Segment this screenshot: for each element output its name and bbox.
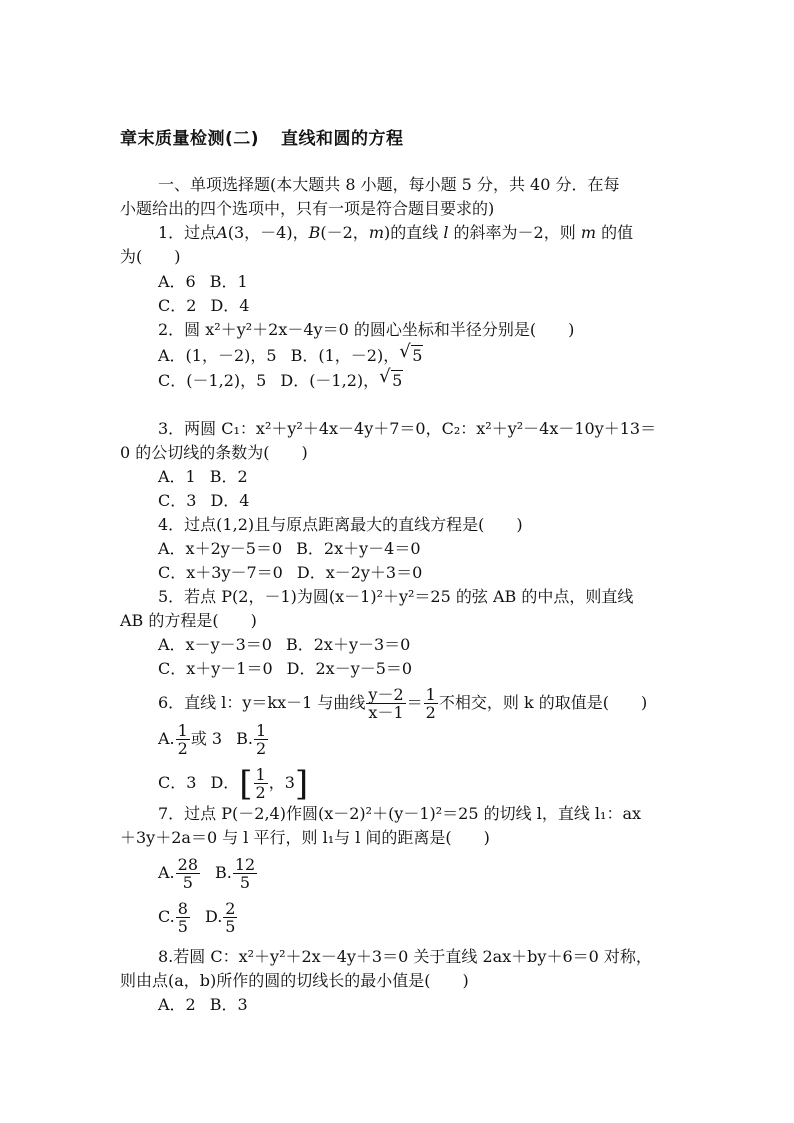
q6-fraction-curve bbox=[366, 686, 405, 721]
q6-option-b-num: 1 bbox=[255, 721, 267, 740]
left-bracket-icon: [ bbox=[239, 763, 253, 804]
section-header-line2: 小题给出的四个选项中，只有一项是符合题目要求的) bbox=[120, 199, 495, 218]
q6-option-b-den: 2 bbox=[255, 739, 267, 758]
q7-option-c[interactable] bbox=[158, 899, 191, 936]
q2-options-row1 bbox=[158, 341, 423, 367]
q6-option-b[interactable] bbox=[236, 721, 269, 758]
q3-option-c[interactable]: C．3 bbox=[158, 491, 197, 510]
q7-option-c-den: 5 bbox=[177, 917, 188, 936]
q1-options-row1 bbox=[158, 271, 248, 293]
q6-option-d-den: 2 bbox=[255, 783, 266, 802]
q1-text-f: 的值 bbox=[601, 223, 634, 242]
q1-options-row2 bbox=[158, 295, 249, 317]
right-bracket-icon: ] bbox=[294, 763, 309, 804]
q5-option-c[interactable]: C．x＋y－1＝0 bbox=[158, 659, 273, 678]
q4-option-d[interactable]: D．x－2y＋3＝0 bbox=[296, 563, 423, 582]
q5-option-d[interactable]: D．2x－y－5＝0 bbox=[286, 659, 413, 678]
q6-options-row2 bbox=[158, 763, 309, 804]
q1-option-d[interactable]: D．4 bbox=[210, 296, 250, 315]
q4-option-a[interactable]: A．x＋2y－5＝0 bbox=[158, 539, 283, 558]
q2-option-d-text: D．(－1,2)， bbox=[280, 371, 380, 390]
q6-option-d-num: 1 bbox=[255, 765, 266, 784]
q6-stem-b: 不相交，则 k 的取值是( ) bbox=[438, 693, 648, 712]
chapter-title-sub: 直线和圆的方程 bbox=[281, 129, 404, 149]
q1-option-c[interactable]: C．2 bbox=[158, 296, 197, 315]
q7-option-b-den: 5 bbox=[239, 873, 251, 892]
q4-options-row1 bbox=[158, 538, 421, 560]
chapter-title-main: 章末质量检测(二) bbox=[120, 129, 260, 149]
q8-stem-line2: 则由点(a，b)所作的圆的切线长的最小值是( ) bbox=[120, 971, 469, 990]
q1-text-d: )的直线 bbox=[383, 223, 439, 242]
q7-option-d-label: D. bbox=[204, 907, 223, 926]
q5-stem-line2: AB 的方程是( ) bbox=[120, 611, 257, 630]
q1-stem-line1: 1．过点A(3，－4)，B(－2，m)的直线 l 的斜率为－2，则 m 的值 bbox=[158, 223, 634, 242]
q1-text-c: (－2， bbox=[320, 223, 369, 242]
q6-option-a-num: 1 bbox=[177, 721, 188, 740]
q2-option-b[interactable] bbox=[290, 341, 424, 365]
q6-option-a-post: 或 3 bbox=[190, 729, 223, 748]
q6-option-c[interactable]: C．3 bbox=[158, 773, 197, 792]
q6-equals: ＝ bbox=[406, 693, 423, 712]
q6-option-d-post: ，3 bbox=[268, 773, 295, 792]
q2-option-c[interactable]: C．(－1,2)，5 bbox=[158, 371, 267, 390]
q3-option-a[interactable]: A．1 bbox=[158, 467, 196, 486]
q3-option-b[interactable]: B．2 bbox=[209, 467, 248, 486]
q1-stem-line2: 为( ) bbox=[120, 247, 181, 266]
q7-option-a-den: 5 bbox=[182, 873, 193, 892]
sqrt-symbol: √ 5 bbox=[399, 341, 423, 365]
q7-option-b[interactable] bbox=[215, 855, 258, 892]
q2-option-d[interactable] bbox=[280, 366, 403, 390]
q6-fraction-half bbox=[424, 686, 438, 721]
q4-option-c[interactable]: C．x＋3y－7＝0 bbox=[158, 563, 283, 582]
q5-options-row2 bbox=[158, 658, 412, 680]
q2-option-b-radicand: 5 bbox=[412, 346, 423, 365]
q1-option-b[interactable]: B．1 bbox=[209, 272, 248, 291]
q8-option-b[interactable]: B．3 bbox=[209, 995, 248, 1014]
q6-options-row1 bbox=[158, 722, 269, 757]
q4-options-row2 bbox=[158, 562, 422, 584]
q4-stem: 4．过点(1,2)且与原点距离最大的直线方程是( ) bbox=[158, 515, 523, 534]
q7-option-b-label: B. bbox=[215, 863, 232, 882]
q6-stem bbox=[158, 686, 647, 721]
q2-option-a[interactable]: A．(1，－2)，5 bbox=[158, 346, 277, 365]
q7-option-c-num: 8 bbox=[177, 899, 188, 918]
q7-option-c-label: C. bbox=[158, 907, 175, 926]
q7-option-a-num: 28 bbox=[177, 855, 198, 874]
q6-option-a-label: A. bbox=[158, 729, 175, 748]
q2-options-row2 bbox=[158, 366, 403, 392]
q6-option-b-label: B. bbox=[236, 729, 253, 748]
q7-option-b-num: 12 bbox=[234, 855, 256, 874]
q7-option-d[interactable] bbox=[204, 899, 239, 936]
section-header-line1: 一、单项选择题(本大题共 8 小题，每小题 5 分，共 40 分．在每 bbox=[158, 175, 620, 194]
q6-option-a[interactable] bbox=[158, 721, 223, 758]
q6-option-d-label: D． bbox=[210, 773, 240, 792]
q3-option-d[interactable]: D．4 bbox=[210, 491, 250, 510]
q3-options-row1 bbox=[158, 466, 248, 488]
q5-option-a[interactable]: A．x－y－3＝0 bbox=[158, 635, 272, 654]
q7-option-a[interactable] bbox=[158, 855, 201, 892]
chapter-title bbox=[120, 124, 404, 149]
q3-stem-line2: 0 的公切线的条数为( ) bbox=[120, 443, 308, 462]
q8-options-row1 bbox=[158, 994, 248, 1016]
q1-text-b: (3，－4)， bbox=[227, 223, 309, 242]
q8-stem-line1: 8.若圆 C：x²＋y²＋2x－4y＋3＝0 关于直线 2ax＋by＋6＝0 对称， bbox=[158, 947, 652, 966]
q1-text-a: 1．过点 bbox=[158, 223, 217, 242]
q7-stem-line1: 7．过点 P(－2,4)作圆(x－2)²＋(y－1)²＝25 的切线 l，直线 l₁：ax bbox=[158, 804, 642, 823]
q3-stem-line1: 3．两圆 C₁：x²＋y²＋4x－4y＋7＝0，C₂：x²＋y²－4x－10y＋13＝ bbox=[158, 419, 657, 438]
q7-options-row2 bbox=[158, 900, 238, 935]
q6-frac1-numerator: y－2 bbox=[368, 685, 404, 704]
q8-option-a[interactable]: A．2 bbox=[158, 995, 196, 1014]
q6-option-a-den: 2 bbox=[177, 739, 188, 758]
q1-option-a[interactable]: A．6 bbox=[158, 272, 196, 291]
q6-frac1-denominator: x－1 bbox=[368, 703, 404, 722]
q4-option-b[interactable]: B．2x＋y－4＝0 bbox=[296, 539, 421, 558]
q7-stem-line2: ＋3y＋2a＝0 与 l 平行，则 l₁与 l 间的距离是( ) bbox=[120, 828, 490, 847]
q6-option-d[interactable] bbox=[210, 763, 309, 804]
q1-text-e: 的斜率为－2，则 bbox=[453, 223, 576, 242]
q5-options-row1 bbox=[158, 634, 410, 656]
q2-stem: 2．圆 x²＋y²＋2x－4y＝0 的圆心坐标和半径分别是( ) bbox=[158, 320, 575, 339]
q7-option-a-label: A. bbox=[158, 863, 175, 882]
q5-option-b[interactable]: B．2x＋y－3＝0 bbox=[285, 635, 411, 654]
q6-stem-a: 6．直线 l：y＝kx－1 与曲线 bbox=[158, 693, 366, 712]
q7-option-d-num: 2 bbox=[225, 899, 236, 918]
q2-option-b-text: B．(1，－2)， bbox=[290, 346, 400, 365]
q7-options-row1 bbox=[158, 856, 258, 891]
q6-frac2-denominator: 2 bbox=[425, 703, 436, 722]
q2-option-d-radicand: 5 bbox=[392, 371, 403, 390]
sqrt-symbol: √ 5 bbox=[379, 366, 403, 390]
q5-stem-line1: 5．若点 P(2，－1)为圆(x－1)²＋y²＝25 的弦 AB 的中点，则直线 bbox=[158, 587, 634, 606]
q6-frac2-numerator: 1 bbox=[425, 685, 436, 704]
q3-options-row2 bbox=[158, 490, 249, 512]
q7-option-d-den: 5 bbox=[225, 917, 236, 936]
